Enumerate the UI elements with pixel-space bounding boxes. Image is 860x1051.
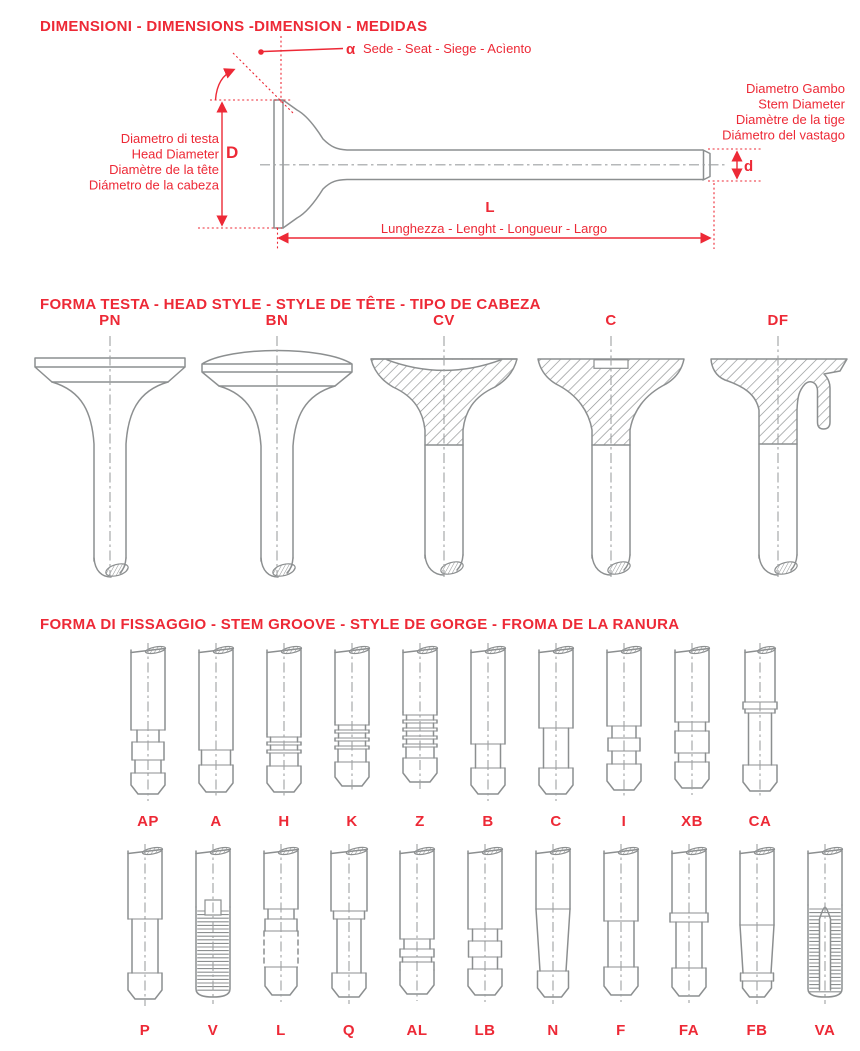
- groove-label: L: [276, 1022, 286, 1039]
- groove-figure-v: [179, 843, 247, 1040]
- stem-diameter-line-1: Diametro Gambo: [746, 81, 845, 96]
- groove-figure-lb: [451, 843, 519, 1040]
- groove-label: I: [621, 813, 627, 830]
- groove-drawing: [451, 843, 519, 1020]
- groove-drawing: [318, 642, 386, 811]
- groove-figure-a: [182, 642, 250, 831]
- groove-drawing: [386, 642, 454, 811]
- groove-label: FA: [678, 1022, 700, 1039]
- groove-figure-al: [383, 843, 451, 1040]
- groove-figure-fb: [723, 843, 791, 1040]
- groove-figure-xb: [658, 642, 726, 831]
- groove-label: K: [346, 813, 358, 830]
- groove-drawing: [315, 843, 383, 1020]
- length-label: Lunghezza - Lenght - Longueur - Largo: [380, 221, 608, 236]
- groove-label: AL: [406, 1022, 428, 1039]
- groove-figure-va: [791, 843, 859, 1040]
- groove-figure-n: [519, 843, 587, 1040]
- groove-label: N: [547, 1022, 559, 1039]
- groove-label: XB: [681, 813, 703, 830]
- head-style-drawing-df: [693, 334, 860, 579]
- groove-label: FB: [746, 1022, 768, 1039]
- groove-figure-i: [590, 642, 658, 831]
- groove-drawing: [519, 843, 587, 1020]
- seat-leader-dot: [258, 49, 264, 55]
- head-style-drawing-pn: [25, 334, 195, 579]
- head-diameter-line-3: Diamètre de la tête: [109, 162, 219, 177]
- head-diameter-symbol: D: [226, 143, 239, 162]
- groove-figure-fa: [655, 843, 723, 1040]
- stem-groove-row-2: [111, 843, 836, 1040]
- head-style-title: FORMA TESTA - HEAD STYLE - STYLE DE TÊTE - TIPO DE CABEZA: [40, 296, 541, 314]
- head-style-figure-df: [693, 312, 860, 584]
- stem-diameter-line-2: Stem Diameter: [758, 96, 845, 112]
- head-diameter-line-2: Head Diameter: [131, 146, 219, 162]
- groove-drawing: [726, 642, 794, 811]
- groove-drawing: [658, 642, 726, 811]
- groove-label: C: [550, 813, 562, 830]
- groove-drawing: [522, 642, 590, 811]
- groove-label: Q: [342, 1022, 356, 1039]
- head-style-figure-bn: [192, 312, 362, 584]
- head-style-label: PN: [99, 312, 121, 329]
- head-style-figure-cv: [359, 312, 529, 584]
- stem-groove-row-1: [114, 642, 792, 831]
- length-symbol: L: [485, 199, 495, 216]
- stem-diameter-symbol: d: [744, 158, 754, 175]
- groove-drawing: [247, 843, 315, 1020]
- alpha-symbol: α: [346, 41, 356, 58]
- dimensions-title: DIMENSIONI - DIMENSIONS -DIMENSION - MEDIDAS: [40, 18, 428, 36]
- head-style-label: DF: [767, 312, 789, 329]
- groove-label: AP: [137, 813, 159, 830]
- groove-figure-b: [454, 642, 522, 831]
- head-style-label: BN: [265, 312, 289, 329]
- head-style-label: CV: [433, 312, 455, 329]
- groove-drawing: [114, 642, 182, 811]
- valve-dimension-diagram: [0, 30, 860, 265]
- groove-label: P: [139, 1022, 151, 1039]
- groove-figure-c: [522, 642, 590, 831]
- groove-figure-f: [587, 843, 655, 1040]
- groove-figure-k: [318, 642, 386, 831]
- head-diameter-line-4: Diámetro de la cabeza: [88, 177, 219, 193]
- groove-drawing: [791, 843, 859, 1020]
- groove-drawing: [655, 843, 723, 1020]
- seat-angle-arc: [216, 70, 235, 101]
- groove-drawing: [179, 843, 247, 1020]
- groove-drawing: [383, 843, 451, 1020]
- groove-label: CA: [748, 813, 772, 830]
- groove-figure-ca: [726, 642, 794, 831]
- head-style-figure-c: [526, 312, 696, 584]
- stem-diameter-line-3: Diamètre de la tige: [735, 112, 845, 127]
- groove-drawing: [590, 642, 658, 811]
- groove-drawing: [111, 843, 179, 1020]
- groove-label: V: [207, 1022, 219, 1039]
- groove-drawing: [250, 642, 318, 811]
- groove-figure-q: [315, 843, 383, 1040]
- groove-figure-l: [247, 843, 315, 1040]
- head-style-figure-pn: [25, 312, 195, 584]
- groove-figure-h: [250, 642, 318, 831]
- groove-label: LB: [474, 1022, 496, 1039]
- groove-label: F: [616, 1022, 626, 1039]
- groove-drawing: [723, 843, 791, 1020]
- stem-groove-title: FORMA DI FISSAGGIO - STEM GROOVE - STYLE DE GORGE - FROMA DE LA RANURA: [40, 616, 680, 634]
- groove-drawing: [182, 642, 250, 811]
- seat-label: Sede - Seat - Siege - Acìento: [363, 41, 532, 56]
- groove-label: A: [210, 813, 222, 830]
- head-style-drawing-cv: [359, 334, 529, 579]
- head-style-drawing-bn: [192, 334, 362, 579]
- groove-drawing: [587, 843, 655, 1020]
- groove-label: B: [482, 813, 494, 830]
- groove-figure-p: [111, 843, 179, 1040]
- groove-label: Z: [415, 813, 425, 830]
- head-diameter-line-1: Diametro di testa: [120, 131, 219, 146]
- groove-drawing: [454, 642, 522, 811]
- groove-figure-z: [386, 642, 454, 831]
- groove-label: VA: [814, 1022, 836, 1039]
- stem-diameter-line-4: Diámetro del vastago: [722, 127, 845, 143]
- groove-label: H: [278, 813, 290, 830]
- head-style-label: C: [605, 312, 617, 329]
- groove-figure-ap: [114, 642, 182, 831]
- head-style-drawing-c: [526, 334, 696, 579]
